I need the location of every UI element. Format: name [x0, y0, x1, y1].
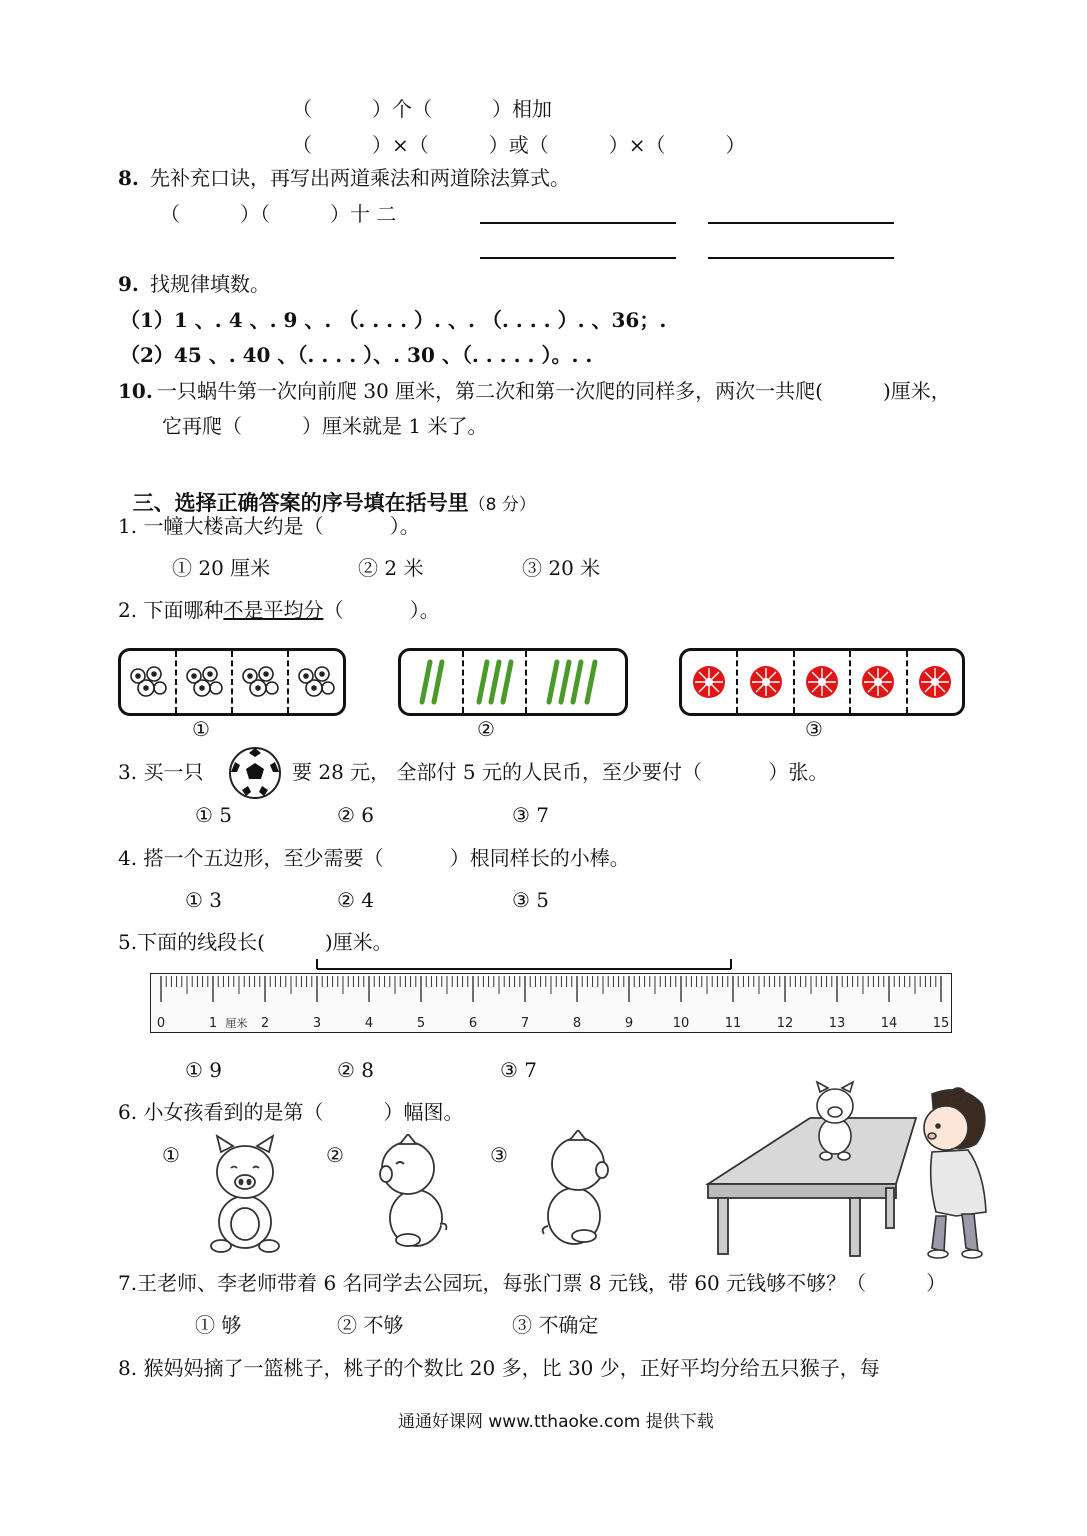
ruler-label: 13 [828, 1016, 846, 1031]
answer-line [480, 222, 676, 224]
q8-number: 8. [118, 166, 139, 190]
c6-text: 6. 小女孩看到的是第（ ）幅图。 [118, 1100, 464, 1124]
stick-cell [527, 651, 625, 713]
c3-text-post: 要 28 元， 全部付 5 元的人民币，至少要付（ ）张。 [292, 760, 829, 784]
stick-icon [541, 658, 611, 706]
c7-option-2: ② 不够 [337, 1313, 404, 1337]
c2-box-circles [679, 648, 965, 716]
ruler-label: 7 [520, 1016, 530, 1031]
flower-cell [233, 651, 289, 713]
c6-label-1: ① [162, 1143, 180, 1167]
ruler-ticks [151, 974, 951, 1032]
c2-box-flowers [118, 648, 346, 716]
footer-text: 通通好课网 www.tthaoke.com 提供下载 [398, 1412, 714, 1432]
ruler-label: 0 [156, 1016, 166, 1031]
line-segment [314, 958, 734, 972]
q10-text2: 它再爬（ ）厘米就是 1 米了。 [162, 414, 488, 438]
circle-cell [682, 651, 738, 713]
q10-text1: 一只蜗牛第一次向前爬 30 厘米，第二次和第一次爬的同样多，两次一共爬( )厘米， [157, 379, 951, 403]
flower-icon [294, 662, 338, 702]
c2-label-3: ③ [805, 717, 823, 741]
q9-number: 9. [118, 272, 139, 296]
answer-line [480, 257, 676, 259]
c7-text: 7.王老师、李老师带着 6 名同学去公园玩，每张门票 8 元钱，带 60 元钱够不够？（ ） [118, 1271, 947, 1295]
ruler-label: 2 [260, 1016, 270, 1031]
circle-cell [851, 651, 907, 713]
circle-cell [795, 651, 851, 713]
ruler-label: 3 [312, 1016, 322, 1031]
q10-number: 10. [118, 379, 153, 403]
flower-cell [177, 651, 233, 713]
flower-cell [121, 651, 177, 713]
c2-text-post: （ ）。 [323, 598, 440, 622]
c7-option-3: ③ 不确定 [512, 1313, 599, 1337]
section-title-text: 三、选择正确答案的序号填在括号里 [132, 491, 469, 515]
c2-box-sticks [398, 648, 628, 716]
c5-option-3: ③ 7 [500, 1058, 538, 1082]
ruler-label: 14 [880, 1016, 898, 1031]
section-title [118, 467, 536, 517]
c4-option-2: ② 4 [337, 888, 375, 912]
c2-label-1: ① [192, 717, 210, 741]
prev-line-a: （ ）个（ ）相加 [292, 97, 552, 121]
c6-label-3: ③ [490, 1143, 508, 1167]
ruler-label: 4 [364, 1016, 374, 1031]
q8-blank: （ ）（ ）十 二 [160, 202, 397, 226]
q9-row2: （2）45 、. 40 、（. . . . ）、. 30 、（. . . . . ）。. . [120, 343, 593, 367]
table-girl-scene [700, 1078, 1000, 1260]
c4-option-3: ③ 5 [512, 888, 550, 912]
c6-label-2: ② [326, 1143, 344, 1167]
circle-cell [908, 651, 962, 713]
c5-text: 5.下面的线段长( )厘米。 [118, 930, 393, 954]
c3-option-3: ③ 7 [512, 803, 550, 827]
answer-line [708, 257, 894, 259]
section-score: （8 分） [468, 495, 536, 515]
ruler-label: 5 [416, 1016, 426, 1031]
stick-icon [471, 658, 519, 706]
red-flower-icon [691, 664, 727, 700]
red-flower-icon [748, 664, 784, 700]
flower-icon [182, 662, 226, 702]
ruler-unit: 厘米 [225, 1017, 248, 1030]
c8-text: 8. 猴妈妈摘了一篮桃子，桃子的个数比 20 多，比 30 少，正好平均分给五只猴子，每 [118, 1356, 880, 1380]
c2-label-2: ② [477, 717, 495, 741]
c3-option-2: ② 6 [337, 803, 375, 827]
red-flower-icon [804, 664, 840, 700]
c2-text-pre: 2. 下面哪种 [118, 598, 224, 622]
circle-cell [738, 651, 794, 713]
c4-option-1: ① 3 [185, 888, 223, 912]
answer-line [708, 222, 894, 224]
c5-option-1: ① 9 [185, 1058, 223, 1082]
c1-option-1: ① 20 厘米 [172, 556, 271, 580]
ruler [150, 973, 952, 1033]
stick-cell [401, 651, 464, 713]
c2-underlined: 不是平均分 [223, 598, 324, 622]
ruler-label: 11 [724, 1016, 742, 1031]
pig-side-icon [378, 1134, 450, 1250]
ruler-label: 6 [468, 1016, 478, 1031]
stick-cell [464, 651, 527, 713]
red-flower-icon [860, 664, 896, 700]
ruler-label: 12 [776, 1016, 794, 1031]
c7-option-1: ① 够 [195, 1313, 242, 1337]
ruler-label: 10 [672, 1016, 690, 1031]
c3-option-1: ① 5 [195, 803, 233, 827]
flower-cell [289, 651, 343, 713]
pig-front-icon [205, 1134, 285, 1256]
red-flower-icon [917, 664, 953, 700]
c5-option-2: ② 8 [337, 1058, 375, 1082]
prev-line-b: （ ）×（ ）或（ ）×（ ） [292, 133, 746, 157]
ruler-label: 8 [572, 1016, 582, 1031]
ruler-label: 9 [624, 1016, 634, 1031]
ruler-label: 1 [208, 1016, 218, 1031]
ruler-label: 15 [932, 1016, 950, 1031]
soccer-ball-icon [228, 746, 282, 800]
flower-icon [238, 662, 282, 702]
q9-text: 找规律填数。 [150, 272, 270, 296]
pig-back-icon [540, 1130, 612, 1248]
c1-text: 1. 一幢大楼高大约是（ ）。 [118, 514, 420, 538]
c3-text-pre: 3. 买一只 [118, 760, 204, 784]
stick-icon [412, 658, 452, 706]
c4-text: 4. 搭一个五边形，至少需要（ ）根同样长的小棒。 [118, 846, 630, 870]
q9-row1: （1）1 、. 4 、. 9 、. （. . . . ）. 、. （. . . . ）. 、36；. [120, 308, 667, 332]
q8-text: 先补充口诀，再写出两道乘法和两道除法算式。 [150, 166, 570, 190]
flower-icon [126, 662, 170, 702]
c2-text [118, 598, 440, 622]
c1-option-2: ② 2 米 [358, 556, 424, 580]
c1-option-3: ③ 20 米 [522, 556, 601, 580]
